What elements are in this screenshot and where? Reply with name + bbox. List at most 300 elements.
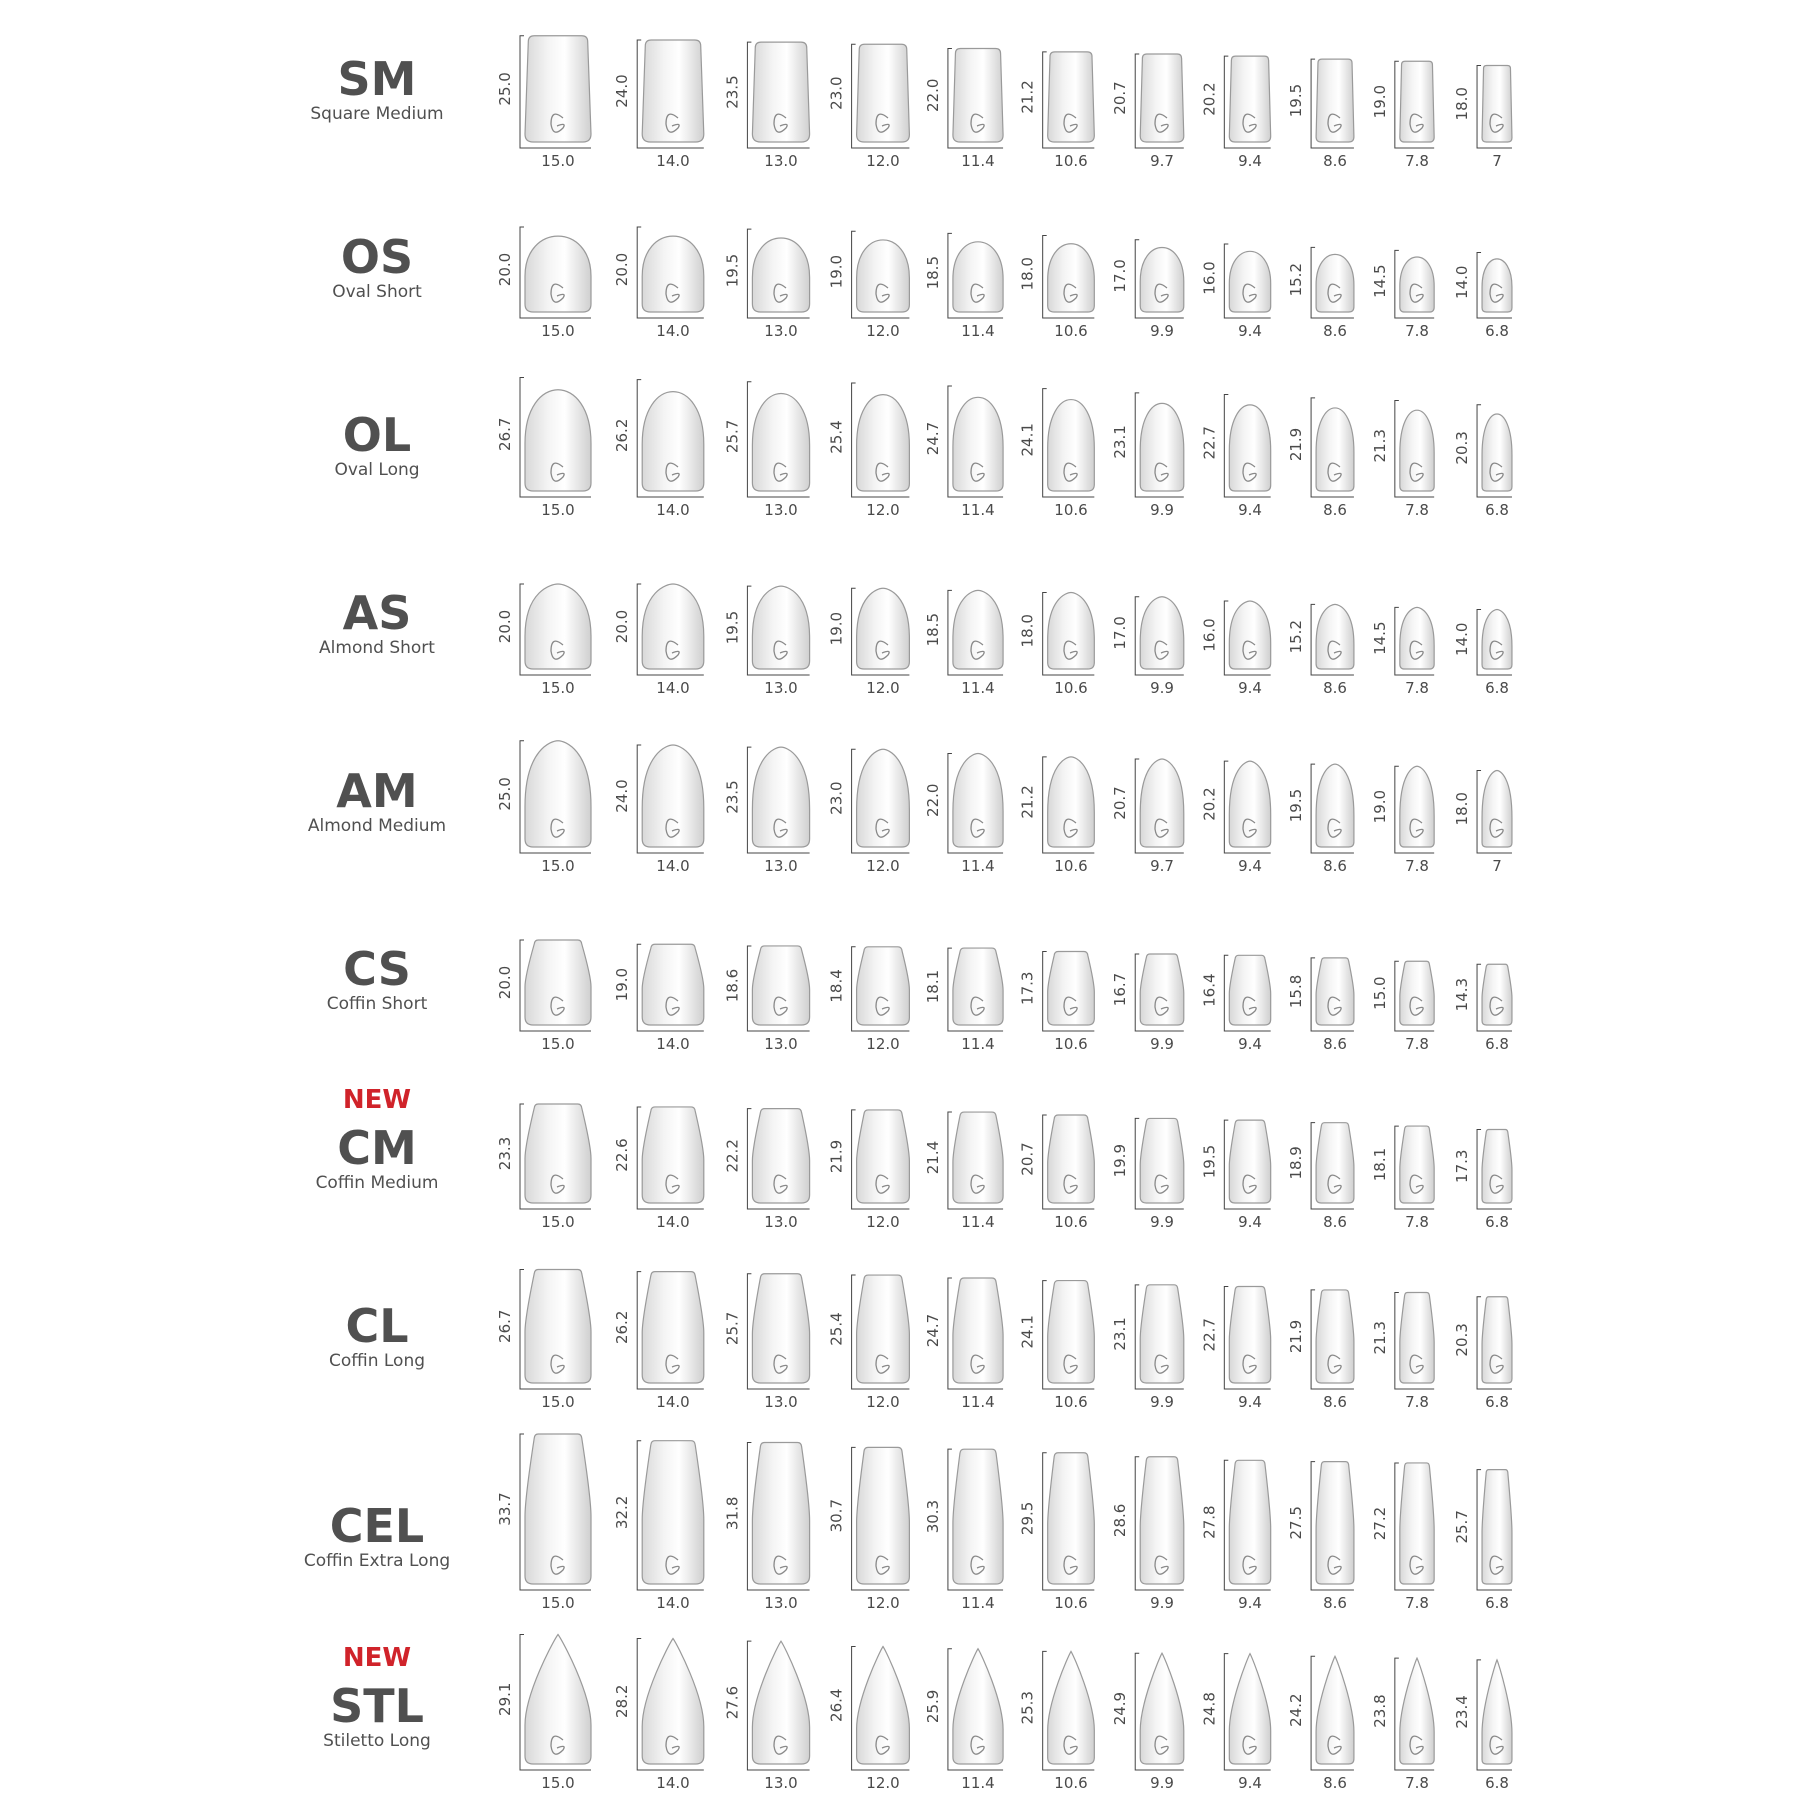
size-row-cm	[316, 1085, 1512, 1231]
nail-5	[924, 590, 1003, 697]
length-label: 25.3	[1018, 1691, 1037, 1725]
shape-code: AM	[336, 764, 418, 818]
length-label: 25.4	[827, 1312, 846, 1346]
length-label: 20.7	[1018, 1142, 1037, 1176]
shape-name: Almond Short	[319, 638, 435, 658]
length-label: 20.0	[496, 609, 514, 644]
nail-shape	[857, 1110, 910, 1203]
width-label: 14.0	[656, 679, 690, 697]
nail-shape	[642, 236, 704, 312]
nail-6	[1019, 951, 1095, 1053]
nail-4	[828, 1110, 910, 1231]
nail-5	[924, 386, 1003, 519]
size-row-cs	[327, 940, 1512, 1053]
nail-8	[1200, 1120, 1270, 1231]
length-label: 25.0	[496, 72, 514, 106]
nail-shape	[857, 44, 910, 142]
nail-shape	[1140, 1457, 1184, 1584]
nail-shape	[642, 1107, 704, 1203]
shape-name: Coffin Long	[328, 1351, 426, 1371]
nail-8	[1200, 1287, 1270, 1411]
nail-8	[1200, 601, 1270, 697]
width-label: 9.4	[1238, 322, 1262, 340]
nail-3	[723, 747, 809, 875]
nail-1	[496, 1635, 591, 1792]
length-label: 24.1	[1018, 423, 1037, 457]
nail-9	[1287, 1656, 1354, 1792]
width-label: 7.8	[1405, 1774, 1429, 1792]
nail-1	[496, 940, 591, 1053]
length-label: 16.0	[1200, 261, 1219, 295]
nail-shape	[1140, 54, 1184, 142]
length-label: 23.4	[1453, 1695, 1472, 1729]
nail-8	[1200, 395, 1270, 519]
nail-shape	[525, 236, 591, 312]
nail-10	[1371, 1658, 1434, 1792]
new-badge: NEW	[342, 1643, 412, 1673]
width-label: 10.6	[1054, 1594, 1088, 1612]
nail-8	[1200, 955, 1270, 1053]
width-label: 6.8	[1485, 1774, 1509, 1792]
length-label: 19.0	[827, 254, 846, 289]
width-label: 9.4	[1238, 1035, 1262, 1053]
length-label: 16.0	[1200, 618, 1219, 652]
nail-2	[613, 40, 704, 170]
nail-shape	[1140, 759, 1184, 847]
width-label: 13.0	[764, 1035, 798, 1053]
width-label: 8.6	[1323, 152, 1347, 170]
nail-6	[1019, 52, 1095, 170]
width-label: 7.8	[1405, 152, 1429, 170]
nail-shape	[1048, 951, 1095, 1025]
length-label: 25.7	[723, 1311, 742, 1346]
length-label: 20.7	[1111, 81, 1130, 115]
nail-9	[1287, 247, 1354, 340]
shape-code: CS	[343, 942, 411, 996]
nail-shape	[525, 390, 591, 491]
nail-4	[828, 44, 910, 170]
nail-7	[1111, 759, 1184, 875]
width-label: 7.8	[1405, 1393, 1429, 1411]
nail-shape	[1048, 593, 1095, 670]
nail-8	[1200, 1460, 1270, 1612]
width-label: 12.0	[866, 1213, 900, 1231]
width-label: 14.0	[656, 1594, 690, 1612]
nail-11	[1453, 1660, 1512, 1792]
length-label: 22.7	[1200, 426, 1219, 460]
length-label: 17.3	[1453, 1149, 1472, 1183]
nail-5	[924, 1449, 1003, 1612]
nail-shape	[857, 1447, 910, 1584]
nail-shape	[1400, 1292, 1434, 1383]
width-label: 9.9	[1150, 1213, 1174, 1231]
nail-shape	[1482, 259, 1512, 312]
nail-11	[1453, 964, 1512, 1053]
size-row-cl	[329, 1270, 1512, 1411]
length-label: 14.5	[1370, 621, 1389, 655]
length-label: 21.9	[1287, 427, 1306, 462]
nail-2	[613, 745, 704, 875]
length-label: 24.1	[1018, 1315, 1037, 1349]
nail-11	[1453, 1129, 1512, 1231]
length-label: 18.1	[923, 969, 942, 1004]
size-row-os	[332, 227, 1512, 340]
length-label: 21.2	[1018, 785, 1037, 819]
nail-9	[1287, 398, 1354, 519]
nail-shape	[1316, 254, 1354, 312]
nail-shape	[642, 40, 704, 142]
nail-shape	[642, 584, 704, 669]
nail-shape	[953, 754, 1003, 848]
width-label: 9.4	[1238, 857, 1262, 875]
width-label: 9.9	[1150, 679, 1174, 697]
length-label: 14.0	[1453, 265, 1472, 299]
length-label: 32.2	[613, 1495, 632, 1530]
width-label: 13.0	[764, 1213, 798, 1231]
width-label: 9.4	[1238, 679, 1262, 697]
nail-shape	[1316, 1123, 1354, 1203]
width-label: 12.0	[866, 1035, 900, 1053]
nail-shape	[642, 1441, 704, 1584]
nail-shape	[857, 947, 910, 1025]
size-row-cel	[304, 1434, 1512, 1612]
width-label: 15.0	[541, 1774, 575, 1792]
length-label: 19.5	[1200, 1144, 1219, 1179]
length-label: 28.2	[613, 1684, 632, 1718]
length-label: 20.0	[496, 252, 514, 287]
nail-6	[1019, 757, 1095, 875]
nail-6	[1019, 1281, 1095, 1411]
length-label: 21.9	[827, 1139, 846, 1174]
width-label: 13.0	[764, 1393, 798, 1411]
nail-9	[1287, 1290, 1354, 1411]
width-label: 8.6	[1323, 857, 1347, 875]
width-label: 15.0	[541, 1213, 575, 1231]
width-label: 13.0	[764, 1594, 798, 1612]
length-label: 15.0	[1370, 976, 1389, 1010]
nail-shape	[1229, 1120, 1270, 1203]
nail-5	[924, 1278, 1003, 1411]
length-label: 20.0	[613, 252, 632, 287]
length-label: 20.3	[1453, 431, 1472, 465]
length-label: 24.0	[613, 74, 632, 108]
width-label: 6.8	[1485, 1213, 1509, 1231]
width-label: 11.4	[961, 322, 995, 340]
nail-shape	[1048, 52, 1095, 142]
length-label: 26.2	[613, 418, 632, 453]
length-label: 23.1	[1111, 1317, 1130, 1351]
length-label: 14.3	[1453, 977, 1472, 1012]
nail-shape	[1048, 1453, 1095, 1584]
length-label: 23.5	[723, 75, 742, 109]
nail-3	[723, 1442, 809, 1612]
nail-shape	[1400, 961, 1434, 1025]
nail-3	[723, 382, 809, 519]
width-label: 12.0	[866, 152, 900, 170]
length-label: 19.5	[723, 253, 742, 288]
nail-10	[1371, 961, 1434, 1053]
nail-shape	[1316, 764, 1354, 847]
width-label: 15.0	[541, 679, 575, 697]
size-row-sm	[310, 36, 1512, 170]
width-label: 8.6	[1323, 1393, 1347, 1411]
nail-2	[613, 1272, 704, 1411]
shape-code: CL	[345, 1299, 409, 1353]
width-label: 9.4	[1238, 1594, 1262, 1612]
nail-10	[1371, 1292, 1434, 1411]
length-label: 18.6	[723, 968, 742, 1003]
nail-shape	[525, 1434, 591, 1584]
length-label: 33.7	[496, 1492, 514, 1526]
nail-shape	[1400, 607, 1434, 669]
width-label: 14.0	[656, 1393, 690, 1411]
length-label: 15.2	[1287, 619, 1306, 654]
nail-1	[496, 741, 591, 875]
width-label: 6.8	[1485, 1594, 1509, 1612]
nail-7	[1111, 1118, 1184, 1231]
nail-5	[924, 948, 1003, 1053]
length-label: 27.8	[1200, 1505, 1219, 1539]
shape-name: Almond Medium	[307, 816, 447, 836]
nail-shape	[752, 586, 809, 669]
length-label: 21.3	[1370, 1321, 1389, 1355]
width-label: 14.0	[656, 1774, 690, 1792]
nail-6	[1019, 236, 1095, 341]
length-label: 29.1	[496, 1682, 514, 1716]
shape-name: Coffin Medium	[315, 1173, 439, 1193]
shape-code: CM	[337, 1121, 417, 1175]
length-label: 14.5	[1370, 264, 1389, 298]
nail-5	[924, 233, 1003, 340]
length-label: 19.5	[1287, 788, 1306, 823]
nail-shape	[642, 1639, 704, 1764]
nail-shape	[1229, 1460, 1270, 1584]
width-label: 9.4	[1238, 152, 1262, 170]
length-label: 26.7	[496, 417, 514, 451]
nail-1	[496, 1104, 591, 1231]
nail-2	[613, 1639, 704, 1792]
width-label: 6.8	[1485, 1035, 1509, 1053]
nail-4	[828, 1447, 910, 1612]
length-label: 19.5	[1287, 83, 1306, 118]
nail-11	[1453, 771, 1512, 876]
length-label: 20.2	[1200, 787, 1219, 821]
nail-11	[1453, 66, 1512, 171]
nail-shape	[752, 394, 809, 491]
nail-4	[828, 588, 910, 697]
length-label: 24.7	[923, 1313, 942, 1348]
nail-6	[1019, 1651, 1095, 1792]
length-label: 14.0	[1453, 622, 1472, 656]
width-label: 7.8	[1405, 1213, 1429, 1231]
nail-shape	[1316, 59, 1354, 142]
width-label: 8.6	[1323, 322, 1347, 340]
width-label: 11.4	[961, 1774, 995, 1792]
nail-shape	[525, 584, 591, 669]
nail-7	[1111, 240, 1184, 340]
nail-10	[1371, 1126, 1434, 1231]
nail-shape	[1048, 1281, 1095, 1383]
length-label: 19.0	[1370, 789, 1389, 824]
length-label: 23.0	[827, 781, 846, 815]
size-rows	[304, 36, 1512, 1792]
nail-4	[828, 1647, 910, 1792]
nail-11	[1453, 1297, 1512, 1411]
nail-11	[1453, 405, 1512, 519]
nail-10	[1371, 1463, 1434, 1612]
nail-6	[1019, 593, 1095, 698]
length-label: 21.9	[1287, 1319, 1306, 1354]
width-label: 6.8	[1485, 501, 1509, 519]
nail-shape	[857, 588, 910, 669]
nail-4	[828, 947, 910, 1053]
length-label: 27.2	[1370, 1506, 1389, 1541]
length-label: 23.0	[827, 76, 846, 110]
width-label: 8.6	[1323, 1774, 1347, 1792]
nail-shape	[1140, 403, 1184, 491]
nail-3	[723, 1109, 809, 1231]
width-label: 10.6	[1054, 1393, 1088, 1411]
width-label: 14.0	[656, 152, 690, 170]
nail-10	[1371, 607, 1434, 697]
length-label: 27.5	[1287, 1506, 1306, 1540]
width-label: 12.0	[866, 679, 900, 697]
width-label: 12.0	[866, 322, 900, 340]
length-label: 24.8	[1200, 1692, 1219, 1726]
length-label: 17.3	[1018, 971, 1037, 1005]
length-label: 17.0	[1111, 259, 1130, 293]
nail-8	[1200, 56, 1270, 170]
nail-9	[1287, 604, 1354, 697]
shape-name: Square Medium	[310, 104, 444, 124]
nail-shape	[1229, 1287, 1270, 1383]
length-label: 18.4	[827, 969, 846, 1003]
length-label: 20.2	[1200, 82, 1219, 116]
nail-9	[1287, 764, 1354, 875]
nail-shape	[642, 944, 704, 1025]
nail-shape	[1229, 405, 1270, 491]
length-label: 19.0	[613, 967, 632, 1002]
nail-1	[496, 36, 591, 170]
length-label: 25.4	[827, 420, 846, 454]
nail-8	[1200, 1654, 1270, 1792]
nail-5	[924, 1112, 1003, 1231]
nail-4	[828, 1275, 910, 1411]
length-label: 22.7	[1200, 1318, 1219, 1352]
shape-code: STL	[330, 1679, 424, 1733]
length-label: 24.7	[923, 421, 942, 456]
shape-name: Oval Short	[332, 282, 422, 302]
nail-shape	[953, 1112, 1003, 1203]
width-label: 11.4	[961, 1213, 995, 1231]
width-label: 7	[1492, 152, 1502, 170]
nail-shape	[1400, 61, 1434, 142]
width-label: 8.6	[1323, 679, 1347, 697]
nail-2	[613, 584, 704, 697]
length-label: 22.2	[723, 1139, 742, 1173]
width-label: 10.6	[1054, 1774, 1088, 1792]
length-label: 27.6	[723, 1685, 742, 1720]
nail-shape	[953, 948, 1003, 1025]
width-label: 15.0	[541, 1393, 575, 1411]
length-label: 18.0	[1453, 792, 1472, 826]
nail-2	[613, 944, 704, 1053]
nail-shape	[1400, 1463, 1434, 1584]
length-label: 22.0	[923, 78, 942, 112]
nail-3	[723, 1274, 809, 1411]
length-label: 30.3	[923, 1499, 942, 1534]
width-label: 12.0	[866, 1594, 900, 1612]
length-label: 23.1	[1111, 425, 1130, 459]
width-label: 10.6	[1054, 857, 1088, 875]
nail-9	[1287, 1462, 1354, 1612]
length-label: 20.3	[1453, 1323, 1472, 1357]
width-label: 7.8	[1405, 1594, 1429, 1612]
nail-10	[1371, 766, 1434, 875]
width-label: 8.6	[1323, 1213, 1347, 1231]
nail-1	[496, 1270, 591, 1411]
size-row-am	[308, 741, 1512, 875]
nail-shape	[1400, 766, 1434, 847]
nail-shape	[857, 749, 910, 847]
width-label: 13.0	[764, 679, 798, 697]
width-label: 15.0	[541, 501, 575, 519]
width-label: 13.0	[764, 152, 798, 170]
nail-shape	[1140, 1118, 1184, 1203]
length-label: 16.4	[1200, 973, 1219, 1007]
length-label: 20.0	[613, 609, 632, 644]
length-label: 24.2	[1287, 1693, 1306, 1727]
nail-7	[1111, 393, 1184, 519]
nail-shape	[1482, 1297, 1512, 1383]
width-label: 14.0	[656, 857, 690, 875]
length-label: 18.5	[923, 612, 942, 647]
length-label: 16.7	[1111, 972, 1130, 1007]
shape-name: Stiletto Long	[323, 1731, 431, 1751]
width-label: 14.0	[656, 501, 690, 519]
nail-shape	[752, 238, 809, 312]
width-label: 13.0	[764, 1774, 798, 1792]
length-label: 26.2	[613, 1310, 632, 1345]
width-label: 11.4	[961, 1393, 995, 1411]
nail-5	[924, 754, 1003, 876]
length-label: 20.0	[496, 965, 514, 1000]
nail-shape	[953, 49, 1003, 143]
nail-4	[828, 749, 910, 875]
size-row-as	[319, 584, 1512, 697]
width-label: 6.8	[1485, 679, 1509, 697]
nail-shape	[525, 1104, 591, 1203]
nail-shape	[525, 1635, 591, 1764]
length-label: 18.0	[1453, 87, 1472, 121]
width-label: 9.4	[1238, 1774, 1262, 1792]
length-label: 24.9	[1111, 1691, 1130, 1726]
nail-9	[1287, 958, 1354, 1053]
nail-10	[1371, 61, 1434, 170]
width-label: 9.4	[1238, 501, 1262, 519]
shape-code: CEL	[329, 1499, 425, 1553]
width-label: 10.6	[1054, 152, 1088, 170]
nail-shape	[1482, 610, 1512, 670]
length-label: 29.5	[1018, 1501, 1037, 1536]
nail-shape	[953, 590, 1003, 669]
width-label: 11.4	[961, 501, 995, 519]
width-label: 10.6	[1054, 501, 1088, 519]
width-label: 9.9	[1150, 1594, 1174, 1612]
length-label: 19.5	[723, 610, 742, 645]
nail-shape	[752, 42, 809, 142]
length-label: 23.3	[496, 1136, 514, 1171]
